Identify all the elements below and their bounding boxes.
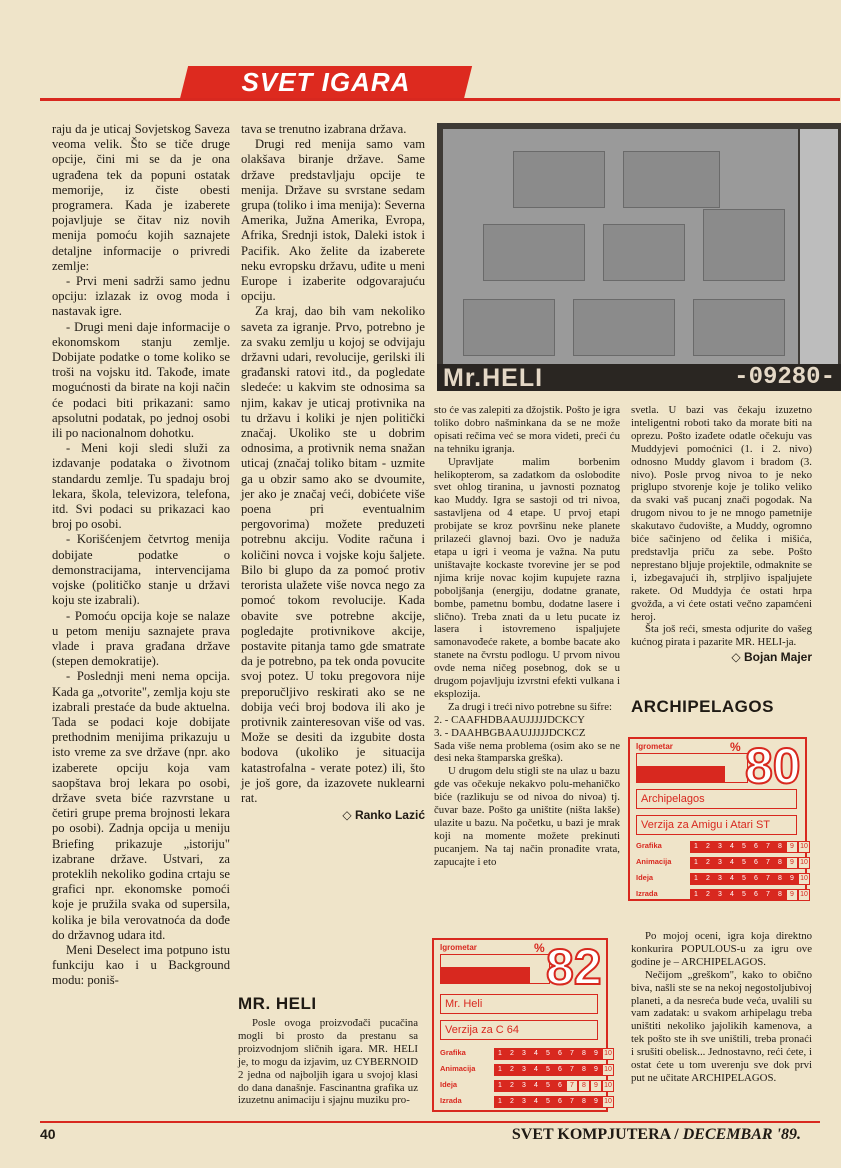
rating-cell: 9 [786,873,798,885]
game-title-field: Mr. Heli [440,994,598,1014]
rating-cell: 7 [566,1096,578,1108]
rating-cell: 7 [762,841,774,853]
rating-cell: 3 [714,873,726,885]
paragraph: sto će vas zalepiti za džojstik. Pošto je igra toliko dobro našminkana da se ne može opisati rečima već se mora videti, preći ću na tehniku igranja. [434,404,620,455]
mrheli-heading: MR. HELI [238,994,317,1013]
rating-cell: 6 [554,1096,566,1108]
rating-cell: 9 [786,889,798,901]
header-rule [40,98,840,101]
archipelagos-heading: ARCHIPELAGOS [631,697,774,716]
rating-cell: 4 [726,889,738,901]
rating-cell: 1 [690,841,702,853]
rating-cell: 1 [494,1048,506,1060]
paragraph: - Drugi meni daje informacije o ekonomskom stanju zemlje. Dobijate podatke o tome koliko se troši na vojsku itd. Takođe, imate mogućnosti da birate na koji način će podaci biti prikazani: samo apsolutni podatak, po jednoj osobi ili po nacionalnom dohotku. [52,319,230,441]
author-signature: ◇ Ranko Lazić [342,808,425,823]
rating-cell: 1 [690,889,702,901]
paragraph: - Meni koji sledi služi za izdavanje podataka o životnom standardu zemlje. Tu spadaju broj lekara, škola, televizora, telefona, itd. Svi podaci su prikazaci kao broj po osobi. [52,441,230,532]
rating-cell: 4 [530,1096,542,1108]
rating-cell: 2 [702,857,714,869]
paragraph: tava se trenutno izabrana država. [241,122,407,136]
rating-cell: 2 [506,1080,518,1092]
paragraph: Za kraj, dao bih vam nekoliko saveta za igranje. Prvo, potrebno je za svaku zemlju u kojoj se odvijaju državni udari, revolucije, gerilski ili građanski ratovi itd., da pogledate sledeće: u kakvim ste odnosima sa njim, kakav je uticaj protivnika na tu državu i koliki je njen politički značaj. Ukoliko ste u dobrim odnosima, a protivnik nema snažan uticaj (značaj toliko bitam - uzmite ga u obzir samo ako se dvoumite, jer ako je značaj veći, dobićete više poena pri eventualnim pergovorima) možete preduzeti potrebnu akciju. Vodite računa i količini novca i vojske koju šaljete. Bilo bi glupo da za pomoć protiv terorista ulažete više novca nego za pomoć tokom revolucije. Kada obavite sve potrebne akcije, pogledajte protivnikove akcije, postavite pitanja tamo gde smatrate da je potrebno, pa tek onda povucite svoj potez. U toku pregovora nije preporučljivo reskirati ako se ne dobija veći broj bodova ili ako je protivnik zainteresovan više od vas. Može se desiti da izgubite dosta bodova (ukoliko je situacija katastrofalna - verate potez) ili, što je još gore, da izazovete nuklearni rat. [241,304,425,805]
rating-cell: 7 [566,1064,578,1076]
rating-cell: 3 [518,1096,530,1108]
paragraph: U drugom delu stigli ste na ulaz u bazu gde vas očekuje nekakvo polu-mehaničko biće (razlikuju se od nivoa do nivoa) tj. čuvar baze. Pošto ga uništite (ništa lakše) ulazite u bazu. Na početku, u bazi je mrak koji na momente možete prekinuti pucanjem. Na taj način pronađite vrata, zapucajte i eto [434,765,620,868]
rating-cell: 7 [762,873,774,885]
version-field: Verzija za C 64 [440,1020,598,1040]
paragraph: Sada više nema problema (osim ako se ne desi neka štamparska greška). [434,739,620,765]
article-column-4 [631,404,812,664]
paragraph: - Poslednji meni nema opcija. Kada ga „otvorite", zemlja koju ste izabrali prestaće da bude aktuelna. Tada se podaci koje dobijate prethodnim menijima prikazuju u isto vreme za sve države (npr. ako izaberete opciju koja vam saopštava broj lekara po osobi, države sveta biće razvrstane u četiri grupe prema brojnosti lekara po osobi). Zadnja opcija u meniju Briefing prikazuje „istoriju" izabrane države. Ustvari, za proteklih nekoliko godina crtaju se grafici npr. ekonomske pomoći koje je pružila svaka od supersila, kolika je bila verovatnoća da dođe do državnog udara itd. [52,669,230,942]
game-side-panel [800,129,838,364]
cheat-code: 3. - DAAHBGBAAUJJJJJDCKCZ [434,726,586,739]
article-column-1 [52,122,230,989]
rating-cell: 9 [590,1096,602,1108]
rating-cell: 10 [602,1080,614,1092]
rating-row-label: Animacija [440,1064,476,1073]
mrheli-text [238,1017,418,1107]
rating-cells [494,1048,614,1060]
cheat-code: 2. - CAAFHDBAAUJJJJJDCKCY [434,713,585,726]
paragraph: Po mojoj oceni, igra koja direktno konkurira POPULOUS-u za igru ove godine je – ARCHIPELAGOS. [631,930,812,968]
rating-cell: 3 [714,857,726,869]
rating-cell: 2 [702,873,714,885]
game-logo: Mr.HELI [443,364,544,391]
rating-row-label: Grafika [440,1048,466,1057]
rating-cell: 10 [602,1096,614,1108]
rating-cell: 1 [494,1064,506,1076]
rating-cell: 2 [506,1048,518,1060]
rating-cell: 8 [774,889,786,901]
rating-cell: 8 [774,873,786,885]
meter-bar [440,954,550,984]
rating-cell: 3 [518,1064,530,1076]
rating-cell: 3 [714,841,726,853]
rating-cell: 7 [566,1080,578,1092]
rating-cell: 4 [530,1048,542,1060]
game-title-field: Archipelagos [636,789,797,809]
rating-row-label: Ideja [440,1080,458,1089]
author-signature: ◇ Bojan Majer [731,650,812,665]
rating-row-label: Izrada [636,889,658,898]
rating-cell: 5 [542,1064,554,1076]
meter-label: Igrometar [636,742,673,751]
game-screenshot [437,123,841,391]
meter-bar [636,753,748,783]
rating-cell: 8 [774,841,786,853]
rating-cell: 9 [786,841,798,853]
rating-cell: 3 [518,1080,530,1092]
rating-cell: 5 [738,857,750,869]
rating-cell: 5 [738,841,750,853]
paragraph: Upravljate malim borbenim helikopterom, sa zadatkom da oslobodite svet ohlog tiranina, u javnosti poznatog kao Muddy. Igra se sastoji od tri nivoa, sastavljena od 4 etape. U prvoj etapi probijate se kroz površinu neke planete prilazeći glavnoj bazi. Ovo je naduža etapa u igri i veoma je važna. Na putu uništavajte kockaste tvorevine jer se pod njima krije novac kojim kupujete razna poboljšanja (energiju, dodatne granate, bombe, pametnu bombu, dodatne lasere i slično). Treba znati da u letu pucate iz lasera i istovremeno ispaljujete samonavođeće rakete, a bombe bacate ako stanete na čvrstu podlogu. U prvom nivou ovde nema ničeg posebnog, dok se u drugom pojavljuju izvrstni efekti vulkana i eksplozija. [434,455,620,700]
rating-cell: 6 [750,873,762,885]
rating-cell: 7 [762,889,774,901]
rating-score: 80 [745,738,801,794]
rating-row-label: Ideja [636,873,654,882]
game-score: -09280- [734,364,835,391]
section-title: SVET IGARA [241,67,411,97]
rating-cells [494,1064,614,1076]
rating-cell: 8 [578,1064,590,1076]
rating-cell: 10 [798,841,810,853]
rating-row-label: Animacija [636,857,672,866]
paragraph: Šta još reći, smesta odjurite do vašeg kućnog pirata i pazarite MR. HELI-ja. [631,623,812,649]
rating-cells [690,857,810,869]
rating-cell: 9 [590,1048,602,1060]
percent-sign: % [730,740,741,754]
rating-score: 82 [546,939,602,995]
rating-row-label: Izrada [440,1096,462,1105]
version-field: Verzija za Amigu i Atari ST [636,815,797,835]
rating-cells [494,1096,614,1108]
rating-cell: 4 [726,841,738,853]
rating-cell: 1 [690,873,702,885]
paragraph: Za drugi i treći nivo potrebne su šifre: [448,700,613,713]
meter-fill [637,766,725,782]
issue-date: DECEMBAR '89. [682,1126,801,1143]
rating-cell: 5 [738,873,750,885]
rating-cells [494,1080,614,1092]
rating-cell: 7 [566,1048,578,1060]
rating-cell: 2 [506,1064,518,1076]
rating-cell: 6 [750,889,762,901]
rating-cell: 6 [750,857,762,869]
rating-cell: 8 [578,1080,590,1092]
section-banner [180,66,472,99]
rating-cell: 9 [590,1064,602,1076]
rating-cell: 3 [714,889,726,901]
rating-cells [690,873,810,885]
rating-cell: 8 [774,857,786,869]
rating-cell: 5 [542,1096,554,1108]
rating-cell: 4 [726,857,738,869]
paragraph: Posle ovoga proizvođači pucačina mogli bi prosto da prestanu sa proizvodnjom sličnih igara. MR. HELI je, to mogu da izjavim, uz CYBERNOID 2 jedna od najboljih igara u svojoj klasi do dana današnje. Fascinantna grafika uz izuzetnu animaciju i sjajnu muziku pro- [238,1017,418,1107]
footer-publication [512,1126,801,1144]
rating-cell: 1 [494,1096,506,1108]
rating-box-archipelagos [628,737,807,901]
rating-cell: 10 [602,1064,614,1076]
rating-cell: 6 [554,1048,566,1060]
paragraph: - Pomoću opcija koje se nalaze u petom meniju saznajete prava vlade i prava građana države (stepen demokratije). [52,608,230,669]
rating-cell: 1 [494,1080,506,1092]
paragraph: svetla. U bazi vas čekaju izuzetno inteligentni roboti tako da morate biti na oprezu. Pošto izađete odatle očekuju vas Muddyjevi pomoćnici (1. i 2. nivo) odnosno Muddy glavom i bradom (3. nivo). Posle prvog nivoa to je neko priglupo stvorenje koje je toliko veliko da svaki vaš pucanj znači pogodak. Na drugom nivou to je ne mnogo pametnije skakutavo čudovište, a Muddy, ogromno biće sačinjeno od čelika i mišića, predstavlja priču za sebe. Pošto neprestano bljuje projektile, odmaknite se i, izbegavajući ih, strpljivo ispaljujete rakete. Od Muddyja će ostati hrpa gvožđa, a vi ćete ostati večno zapamćeni heroj. [631,404,812,623]
rating-cells [690,889,810,901]
meter-label: Igrometar [440,943,477,952]
rating-cell: 2 [506,1096,518,1108]
rating-cell: 4 [530,1080,542,1092]
game-playfield [443,129,798,364]
rating-cell: 8 [578,1096,590,1108]
rating-cell: 5 [738,889,750,901]
article-column-3 [434,404,620,869]
rating-cell: 4 [530,1064,542,1076]
publication-name: SVET KOMPJUTERA / [511,1126,679,1143]
paragraph: Meni Deselect ima potpuno istu funkciju kao i u Background modu: poniš- [52,942,230,988]
paragraph: raju da je uticaj Sovjetskog Saveza veoma velik. Što se tiče druge opcije, čini mi se da je ona ugrađena tek da popuni ostatak memorije, iz čiste obesti programera. Kada je izaberete pojavljuje se čitav niz novih menija pomoću kojih saznajete detaljne informacije o privredi zemlje: [52,122,230,273]
meter-fill [441,967,530,983]
archipelagos-text [631,930,812,1085]
rating-cell: 9 [786,857,798,869]
rating-cell: 6 [554,1080,566,1092]
rating-cell: 10 [798,873,810,885]
rating-cell: 3 [518,1048,530,1060]
rating-cell: 1 [690,857,702,869]
rating-cell: 9 [590,1080,602,1092]
rating-cell: 10 [798,889,810,901]
page-number: 40 [40,1126,56,1142]
rating-cell: 7 [762,857,774,869]
paragraph: - Korišćenjem četvrtog menija dobijate podatke o demonstracijama, intervencijama vojske (političko stanje u državi koju ste izabrali). [52,532,230,608]
rating-cell: 5 [542,1080,554,1092]
rating-cells [690,841,810,853]
article-column-2 [241,122,425,823]
paragraph: - Prvi meni sadrži samo jednu opciju: izlazak iz ovog moda i nastavak igre. [52,274,230,319]
paragraph: Drugi red menija samo vam olakšava biranje države. Same države predstavljaju opcije te menija. Države su svrstane sedam grupa (toliko i ima menija): Severna Amerika, Južna Amerika, Evropa, Afrika, Srednji istok, Daleki istok i Pacifik. Ako želite da izaberete neku evropsku državu, uđite u meni Europe i izaberite odgovarajuću opciju. [241,137,425,304]
rating-cell: 6 [554,1064,566,1076]
footer-rule [40,1121,820,1123]
rating-cell: 5 [542,1048,554,1060]
rating-cell: 10 [602,1048,614,1060]
rating-cell: 2 [702,889,714,901]
rating-cell: 10 [798,857,810,869]
paragraph: Nečijom „greškom", kako to obično biva, našli ste se na nekoj negostoljubivoj planeti, a da nesreća bude veća, uvalili su vam zadatak: u svakom arhipelagu treba uništiti nekoliko jajolikih kamenova, a tek pošto ste ih sve uništili, treba pronaći i srušiti obelisk... Jednostavno, reći ćete, i ostat ćete u tom uverenju sve dok prvi put ne učitate ARCHIPELAGOS. [631,968,812,1084]
rating-row-label: Grafika [636,841,662,850]
percent-sign: % [534,941,545,955]
rating-cell: 4 [726,873,738,885]
rating-cell: 2 [702,841,714,853]
rating-box-mrheli [432,938,612,1112]
rating-cell: 6 [750,841,762,853]
rating-cell: 8 [578,1048,590,1060]
